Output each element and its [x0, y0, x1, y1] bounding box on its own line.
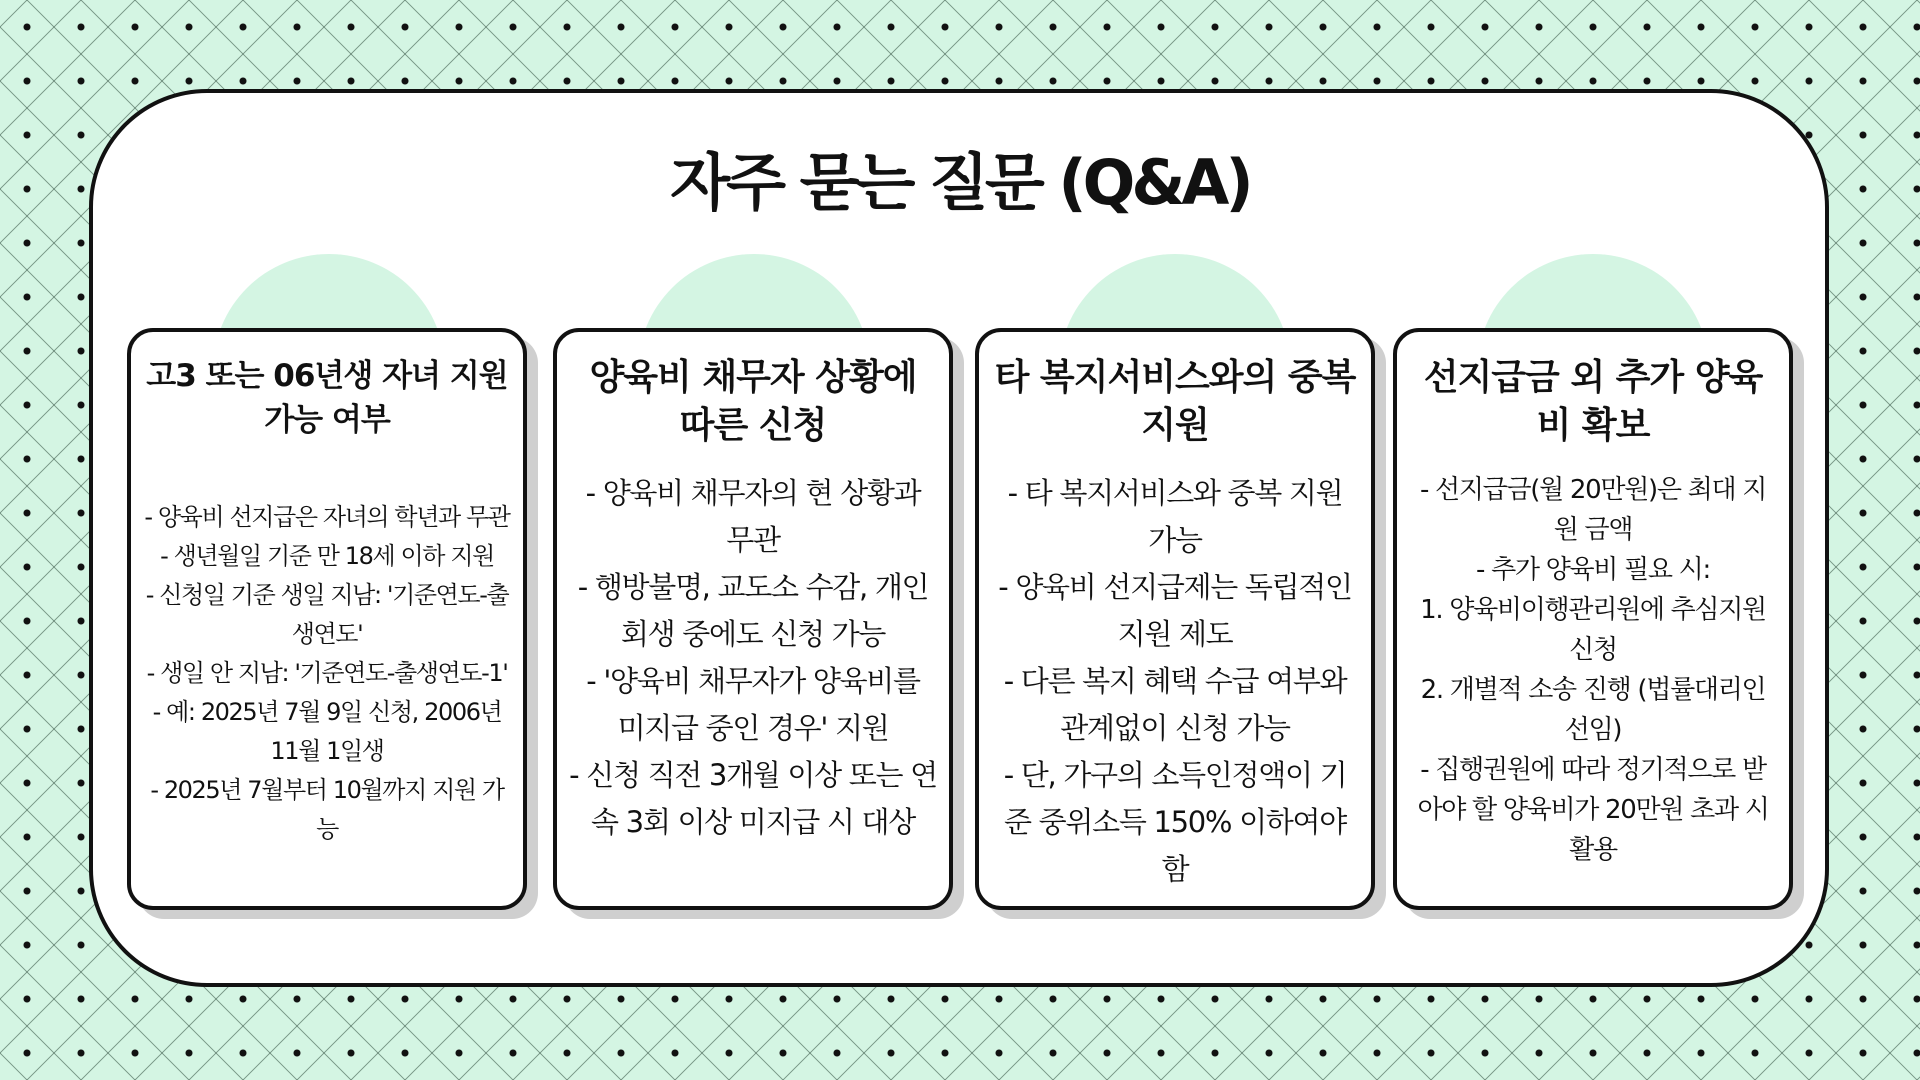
faq-line: 1. 양육비이행관리원에 추심지원 신청	[1420, 595, 1766, 665]
faq-card-additional	[1393, 328, 1793, 910]
faq-card-body	[569, 470, 937, 846]
faq-line: - 2025년 7월부터 10월까지 지원 가능	[150, 776, 504, 843]
faq-card-welfare	[975, 328, 1375, 910]
faq-line: - 신청일 기준 생일 지남: '기준연도-출생연도'	[145, 581, 509, 648]
page-title: 자주 묻는 질문 (Q&A)	[670, 146, 1250, 219]
faq-line: - 생일 안 지남: '기준연도-출생연도-1'	[146, 659, 508, 687]
faq-line: - 집행권원에 따라 정기적으로 받아야 할 양육비가 20만원 초과 시 활용	[1417, 755, 1769, 865]
faq-card-grade	[127, 328, 527, 910]
faq-line: - 타 복지서비스와 중복 지원 가능	[1007, 476, 1343, 557]
faq-line: - 생년월일 기준 만 18세 이하 지원	[160, 542, 494, 570]
faq-line: - 양육비 채무자의 현 상황과 무관	[585, 476, 921, 557]
faq-card-title: 타 복지서비스와의 중복 지원	[994, 357, 1356, 446]
faq-card-body	[143, 498, 511, 849]
faq-line: - 신청 직전 3개월 이상 또는 연속 3회 이상 미지급 시 대상	[569, 758, 937, 839]
faq-line: - 단, 가구의 소득인정액이 기준 중위소득 150% 이하여야 함	[1003, 758, 1347, 886]
faq-line: - 양육비 선지급은 자녀의 학년과 무관	[144, 503, 510, 531]
faq-line: - 추가 양육비 필요 시:	[1476, 555, 1710, 585]
faq-line: - '양육비 채무자가 양육비를 미지급 중인 경우' 지원	[586, 664, 920, 745]
faq-card-title: 양육비 채무자 상황에 따른 신청	[589, 357, 917, 446]
faq-line: - 행방불명, 교도소 수감, 개인회생 중에도 신청 가능	[577, 570, 929, 651]
faq-card-debtor	[553, 328, 953, 910]
faq-card-title: 선지급금 외 추가 양육비 확보	[1423, 357, 1763, 446]
faq-line: - 선지급금(월 20만원)은 최대 지원 금액	[1419, 475, 1767, 545]
faq-card-body	[1409, 470, 1777, 870]
faq-line: - 다른 복지 혜택 수급 여부와 관계없이 신청 가능	[1003, 664, 1347, 745]
faq-line: - 양육비 선지급제는 독립적인 지원 제도	[998, 570, 1352, 651]
faq-line: - 예: 2025년 7월 9일 신청, 2006년 11월 1일생	[152, 698, 502, 765]
faq-card-title: 고3 또는 06년생 자녀 지원 가능 여부	[146, 358, 508, 438]
faq-card-body	[991, 470, 1359, 893]
faq-line: 2. 개별적 소송 진행 (법률대리인 선임)	[1420, 675, 1766, 745]
